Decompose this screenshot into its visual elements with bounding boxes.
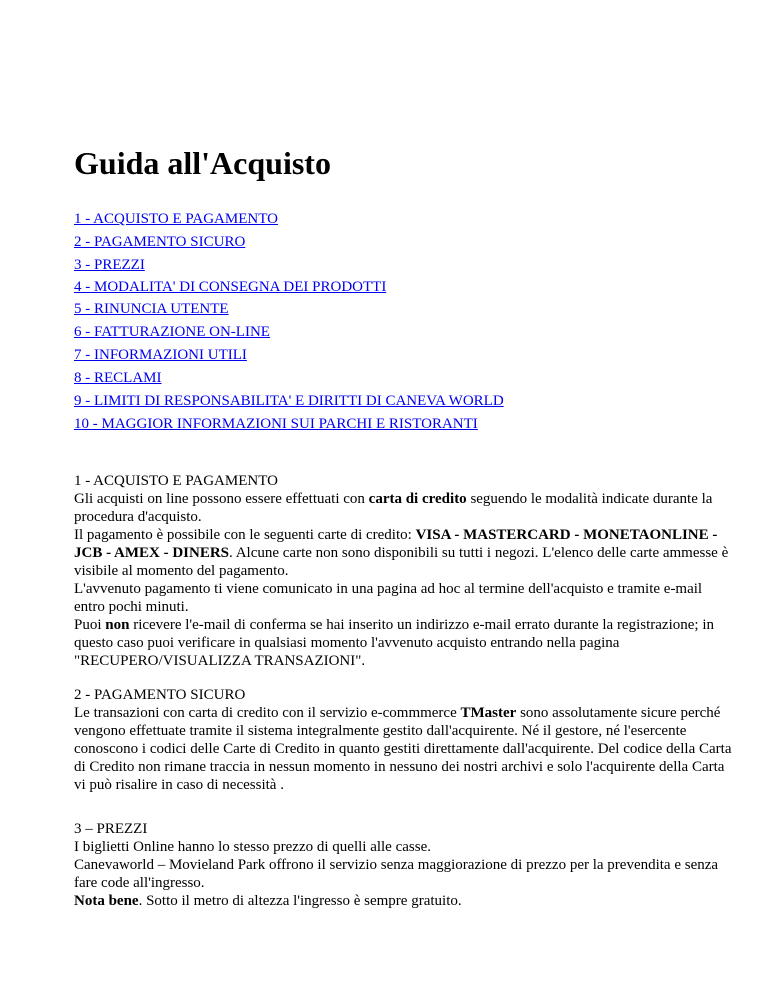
section-paragraph: Il pagamento è possibile con le seguenti carte di credito: VISA - MASTERCARD - MONETAONLINE - JCB - AMEX - DINERS. Alcune carte non sono disponibili su tutti i negozi. L'elenco delle carte ammesse è visibile al momento del pagamento. — [74, 527, 729, 579]
section-pagamento-sicuro — [74, 686, 734, 794]
section-paragraph: Nota bene. Sotto il metro di altezza l'ingresso è sempre gratuito. — [74, 893, 462, 909]
section-paragraph: Puoi non ricevere l'e-mail di conferma se hai inserito un indirizzo e-mail errato durante la registrazione; in questo caso puoi verificare in qualsiasi momento l'avvenuto acquisto entrando nella pagina "RECUPERO/VISUALIZZA TRANSAZIONI". — [74, 617, 714, 669]
toc-link-parchi-ristoranti[interactable]: 10 - MAGGIOR INFORMAZIONI SUI PARCHI E RISTORANTI — [74, 416, 478, 432]
section-heading: 3 – PREZZI — [74, 821, 148, 837]
section-paragraph: I biglietti Online hanno lo stesso prezzo di quelli alle casse. — [74, 839, 431, 855]
toc-link-prezzi[interactable]: 3 - PREZZI — [74, 257, 145, 273]
section-heading: 1 - ACQUISTO E PAGAMENTO — [74, 473, 278, 489]
toc-link-reclami[interactable]: 8 - RECLAMI — [74, 370, 162, 386]
toc-link-rinuncia[interactable]: 5 - RINUNCIA UTENTE — [74, 301, 229, 317]
section-paragraph: L'avvenuto pagamento ti viene comunicato in una pagina ad hoc al termine dell'acquisto e tramite e-mail entro pochi minuti. — [74, 581, 703, 615]
section-prezzi — [74, 820, 734, 910]
toc-link-consegna[interactable]: 4 - MODALITA' DI CONSEGNA DEI PRODOTTI — [74, 279, 387, 295]
toc-link-informazioni[interactable]: 7 - INFORMAZIONI UTILI — [74, 347, 247, 363]
section-paragraph: Canevaworld – Movieland Park offrono il servizio senza maggiorazione di prezzo per la prevendita e senza fare code all'ingresso. — [74, 857, 719, 891]
toc-link-responsabilita[interactable]: 9 - LIMITI DI RESPONSABILITA' E DIRITTI DI CANEVA WORLD — [74, 393, 504, 409]
section-acquisto-pagamento — [74, 472, 734, 670]
page-title: Guida all'Acquisto — [74, 145, 331, 181]
table-of-contents — [74, 210, 504, 438]
toc-link-fatturazione[interactable]: 6 - FATTURAZIONE ON-LINE — [74, 324, 270, 340]
toc-link-pagamento-sicuro[interactable]: 2 - PAGAMENTO SICURO — [74, 234, 246, 250]
section-heading: 2 - PAGAMENTO SICURO — [74, 687, 246, 703]
toc-link-acquisto-pagamento[interactable]: 1 - ACQUISTO E PAGAMENTO — [74, 211, 278, 227]
section-paragraph: Gli acquisti on line possono essere effettuati con carta di credito seguendo le modalità indicate durante la procedura d'acquisto. — [74, 491, 713, 525]
section-paragraph: Le transazioni con carta di credito con il servizio e-commmerce TMaster sono assolutamente sicure perché vengono effettuate tramite il sistema integralmente gestito dall'acquirente. Né il gestore, né l'esercente conoscono i codici delle Carte di Credito in quanto gestiti direttamente dall'acquirente. Del codice della Carta di Credito non rimane traccia in nessun momento in nessuno dei nostri archivi e solo l'acquirente della Carta vi può risalire in caso di necessità . — [74, 705, 732, 793]
